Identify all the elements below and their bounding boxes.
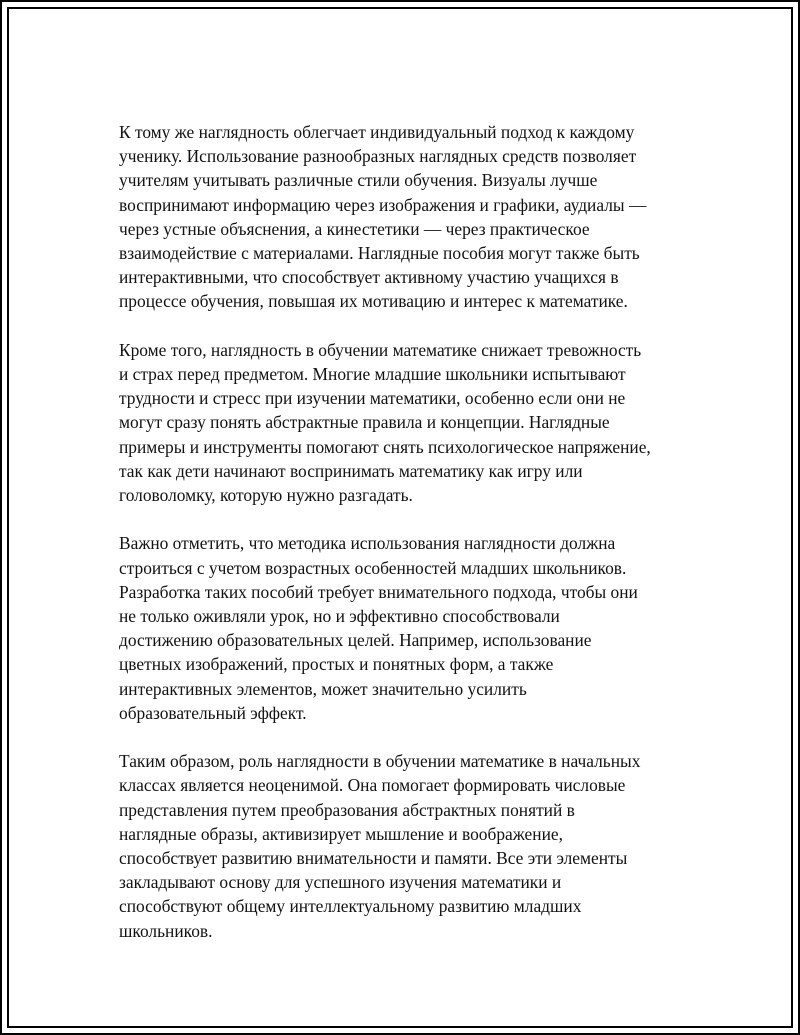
text-line: классах является неоценимой. Она помогает формировать числовые (119, 775, 626, 796)
text-line: не только оживляли урок, но и эффективно способствовали (119, 606, 560, 627)
text-line: интерактивными, что способствует активному участию учащихся в (119, 267, 619, 288)
text-line: могут сразу понять абстрактные правила и концепции. Наглядные (119, 412, 610, 433)
text-line: головоломку, которую нужно разгадать. (119, 485, 413, 506)
text-line: достижению образовательных целей. Например, использование (119, 630, 592, 651)
text-line: через устные объяснения, а кинестетики — через практическое (119, 218, 590, 239)
text-line: школьников. (119, 920, 213, 941)
text-line: так как дети начинают воспринимать математику как игру или (119, 460, 583, 481)
text-line: Разработка таких пособий требует внимательного подхода, чтобы они (119, 581, 638, 602)
text-line: наглядные образы, активизирует мышление и воображение, (119, 823, 563, 844)
text-line: К тому же наглядность облегчает индивидуальный подход к каждому (119, 122, 635, 142)
text-line: строиться с учетом возрастных особенностей младших школьников. (119, 557, 627, 578)
text-line: Кроме того, наглядность в обучении математике снижает тревожность (119, 339, 642, 360)
paragraph-2 (119, 338, 699, 507)
text-line: интерактивных элементов, может значительно усилить (119, 678, 527, 699)
text-line: Таким образом, роль наглядности в обучении математике в начальных (119, 751, 641, 772)
text-line: способствуют общему интеллектуальному развитию младших (119, 896, 582, 917)
text-line: цветных изображений, простых и понятных форм, а также (119, 654, 554, 675)
text-line: процессе обучения, повышая их мотивацию и интерес к математике. (119, 291, 628, 312)
text-line: закладывают основу для успешного изучения математики и (119, 872, 562, 893)
text-line: трудности и стресс при изучении математики, особенно если они не (119, 388, 626, 409)
text-line: и страх перед предметом. Многие младшие школьники испытывают (119, 364, 626, 385)
text-line: представления путем преобразования абстрактных понятий в (119, 799, 575, 820)
document-body (119, 120, 699, 967)
text-line: Важно отметить, что методика использования наглядности должна (119, 533, 616, 554)
text-line: способствует развитию внимательности и памяти. Все эти элементы (119, 848, 628, 869)
paragraph-4 (119, 749, 699, 943)
text-line: примеры и инструменты помогают снять психологическое напряжение, (119, 436, 651, 457)
text-line: взаимодействие с материалами. Наглядные пособия могут также быть (119, 243, 640, 264)
paragraph-1 (119, 120, 699, 314)
text-line: образовательный эффект. (119, 702, 307, 723)
text-line: воспринимают информацию через изображения и графики, аудиалы — (119, 194, 647, 215)
text-line: учителям учитывать различные стили обучения. Визуалы лучше (119, 170, 598, 191)
paragraph-3 (119, 531, 699, 725)
text-line: ученику. Использование разнообразных наглядных средств позволяет (119, 146, 637, 167)
